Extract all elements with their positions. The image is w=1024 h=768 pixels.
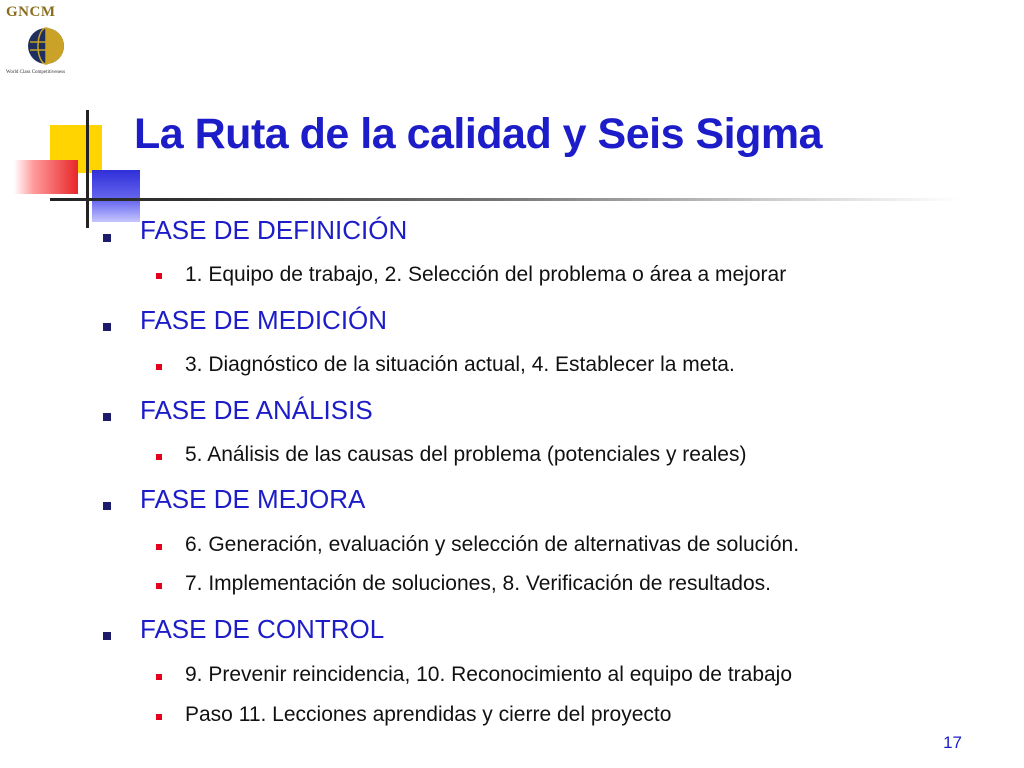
step-item: 3. Diagnóstico de la situación actual, 4. Establecer la meta. xyxy=(185,353,735,376)
deco-red-square xyxy=(14,160,78,194)
deco-blue-square xyxy=(92,170,140,222)
phase-item-control: FASE DE CONTROL xyxy=(140,614,385,644)
page-number: 17 xyxy=(943,733,962,752)
step-item: 7. Implementación de soluciones, 8. Verificación de resultados. xyxy=(185,572,772,595)
phase-item-analisis: FASE DE ANÁLISIS xyxy=(140,395,373,425)
step-bullet xyxy=(156,714,162,720)
step-item: 1. Equipo de trabajo, 2. Selección del problema o área a mejorar xyxy=(185,263,787,286)
phase-bullet xyxy=(103,413,111,421)
phase-bullet xyxy=(103,502,111,510)
logo-tagline: World Class Competitiveness xyxy=(6,70,66,75)
phase-item-mejora: FASE DE MEJORA xyxy=(140,484,366,514)
phase-item-medicion: FASE DE MEDICIÓN xyxy=(140,305,388,335)
step-item: Paso 11. Lecciones aprendidas y cierre del proyecto xyxy=(185,703,672,726)
deco-vertical-line xyxy=(86,110,89,228)
slide-title: La Ruta de la calidad y Seis Sigma xyxy=(134,110,822,158)
gncm-logo xyxy=(4,4,68,84)
step-bullet xyxy=(156,674,162,680)
step-item: 5. Análisis de las causas del problema (potenciales y reales) xyxy=(185,443,747,466)
phase-bullet xyxy=(103,234,111,242)
step-bullet xyxy=(156,364,162,370)
phase-item-definicion: FASE DE DEFINICIÓN xyxy=(140,215,408,245)
phase-bullet xyxy=(103,632,111,640)
globe-icon xyxy=(26,24,66,70)
step-bullet xyxy=(156,583,162,589)
step-bullet xyxy=(156,273,162,279)
title-divider xyxy=(50,198,960,201)
step-bullet xyxy=(156,544,162,550)
logo-wordmark: GNCM xyxy=(6,4,56,20)
phase-bullet xyxy=(103,323,111,331)
step-bullet xyxy=(156,454,162,460)
step-item: 6. Generación, evaluación y selección de alternativas de solución. xyxy=(185,533,800,556)
step-item: 9. Prevenir reincidencia, 10. Reconocimiento al equipo de trabajo xyxy=(185,663,793,686)
